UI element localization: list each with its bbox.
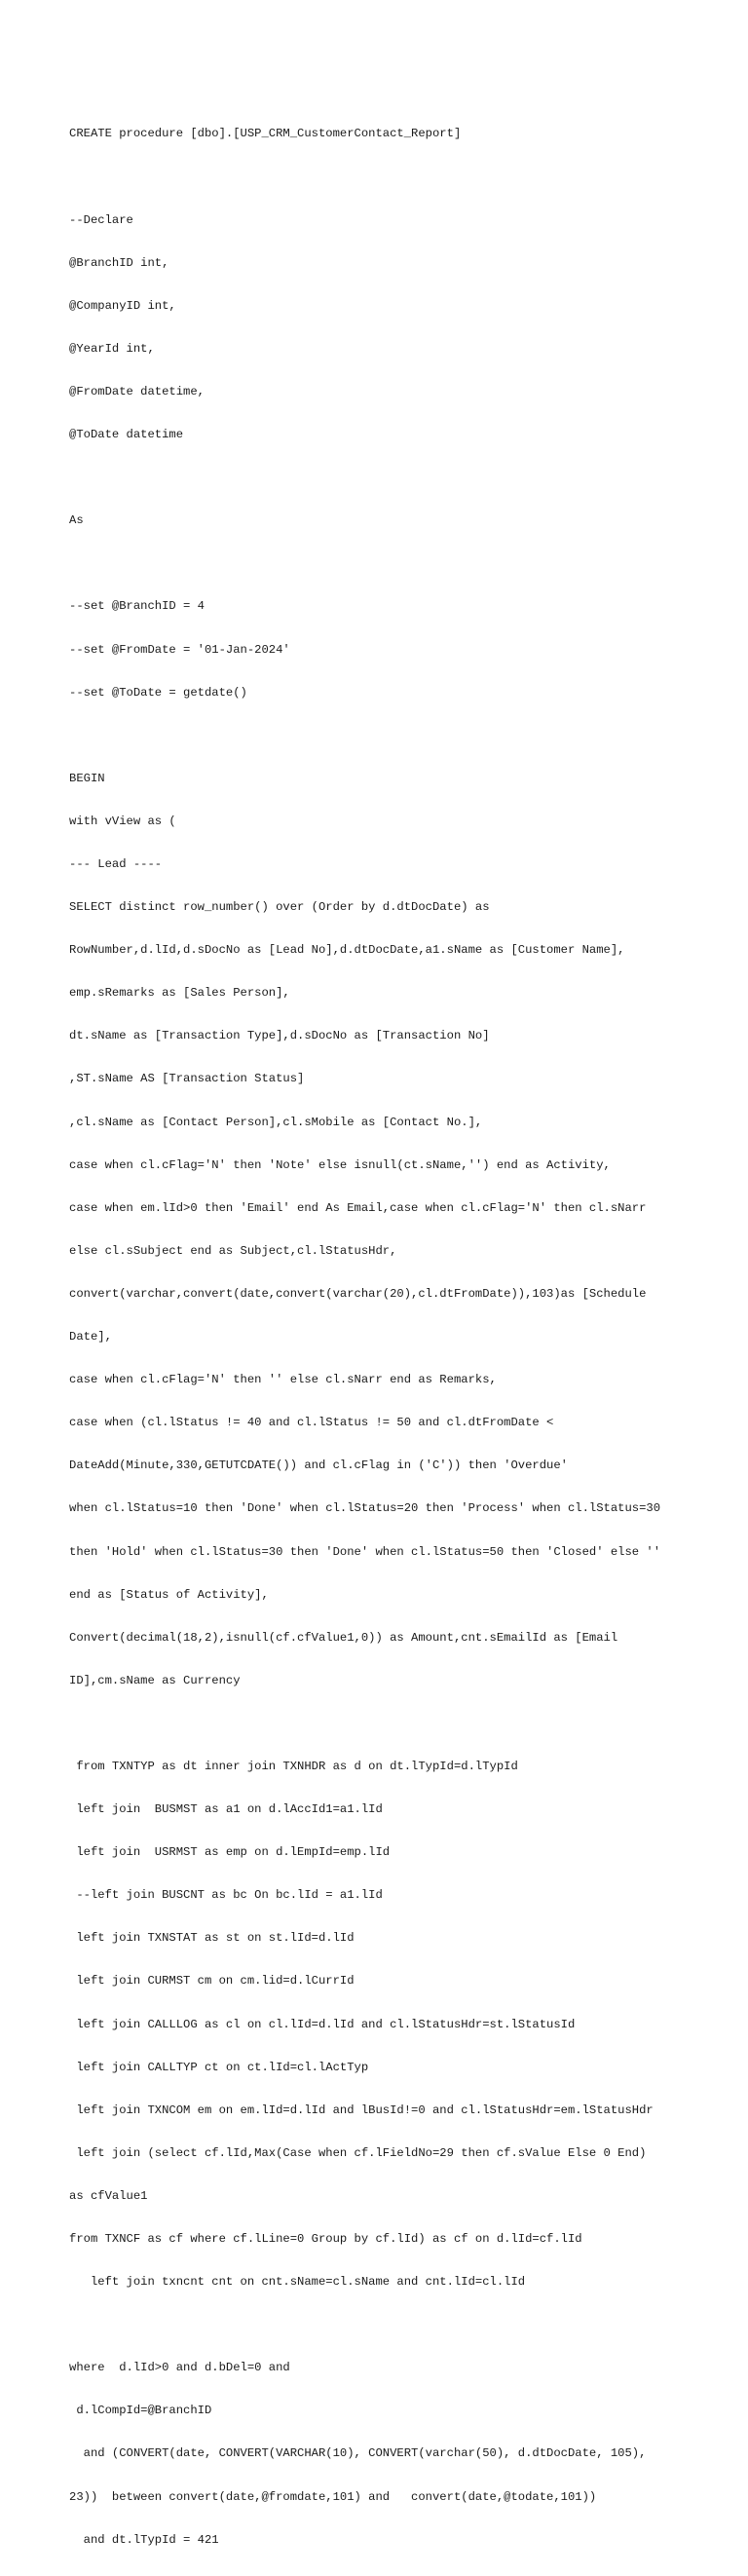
code-line: end as [Status of Activity], — [69, 1587, 269, 1602]
code-line: Date], — [69, 1330, 112, 1345]
code-line: convert(varchar,convert(date,convert(varchar(20),cl.dtFromDate)),103)as [Schedule — [69, 1286, 647, 1301]
code-line: left join CALLLOG as cl on cl.lId=d.lId and cl.lStatusHdr=st.lStatusId — [69, 2017, 576, 2031]
code-line: dt.sName as [Transaction Type],d.sDocNo as [Transaction No] — [69, 1029, 490, 1043]
code-line: As — [69, 513, 84, 528]
code-line: with vView as ( — [69, 814, 176, 828]
code-line: left join BUSMST as a1 on d.lAccId1=a1.lId — [69, 1802, 383, 1817]
code-line: --left join BUSCNT as bc On bc.lId = a1.lId — [69, 1888, 383, 1903]
code-line: case when cl.cFlag='N' then 'Note' else isnull(ct.sName,'') end as Activity, — [69, 1157, 611, 1172]
code-line: and dt.lTypId = 421 — [69, 2532, 219, 2547]
code-line: from TXNTYP as dt inner join TXNHDR as d on dt.lTypId=d.lTypId — [69, 1759, 518, 1773]
code-line: @BranchID int, — [69, 255, 169, 270]
code-line: Convert(decimal(18,2),isnull(cf.cfValue1,0)) as Amount,cnt.sEmailId as [Email — [69, 1630, 618, 1645]
code-line: --- Lead ---- — [69, 857, 163, 871]
code-line: DateAdd(Minute,330,GETUTCDATE()) and cl.cFlag in ('C')) then 'Overdue' — [69, 1458, 568, 1473]
code-line: --set @BranchID = 4 — [69, 599, 205, 614]
code-line — [69, 1717, 702, 1731]
code-line: ID],cm.sName as Currency — [69, 1673, 241, 1687]
code-line — [69, 471, 702, 485]
code-line: left join CURMST cm on cm.lid=d.lCurrId — [69, 1974, 355, 1989]
code-line: RowNumber,d.lId,d.sDocNo as [Lead No],d.dtDocDate,a1.sName as [Customer Name], — [69, 943, 625, 958]
code-line: when cl.lStatus=10 then 'Done' when cl.lStatus=20 then 'Process' when cl.lStatus=30 — [69, 1501, 661, 1516]
code-line — [69, 729, 702, 743]
code-line: as cfValue1 — [69, 2188, 148, 2203]
code-line: left join USRMST as emp on d.lEmpId=emp.lId — [69, 1845, 391, 1860]
code-line: @FromDate datetime, — [69, 384, 205, 398]
code-line: ,cl.sName as [Contact Person],cl.sMobile as [Contact No.], — [69, 1115, 483, 1129]
code-line: emp.sRemarks as [Sales Person], — [69, 986, 290, 1001]
code-line: left join (select cf.lId,Max(Case when cf.lFieldNo=29 then cf.sValue Else 0 End) — [69, 2145, 647, 2160]
code-line: left join TXNCOM em on em.lId=d.lId and lBusId!=0 and cl.lStatusHdr=em.lStatusHdr — [69, 2102, 654, 2117]
code-line: BEGIN — [69, 771, 105, 785]
code-line: and (CONVERT(date, CONVERT(VARCHAR(10), CONVERT(varchar(50), d.dtDocDate, 105), — [69, 2446, 647, 2461]
code-line: where d.lId>0 and d.bDel=0 and — [69, 2361, 290, 2375]
code-line: left join CALLTYP ct on ct.lId=cl.lActTyp — [69, 2060, 369, 2074]
code-line: --set @ToDate = getdate() — [69, 685, 247, 700]
code-line: @ToDate datetime — [69, 428, 184, 442]
code-line: @CompanyID int, — [69, 298, 176, 313]
code-line: --Declare — [69, 212, 133, 227]
code-line: CREATE procedure [dbo].[USP_CRM_CustomerContact_Report] — [69, 127, 462, 141]
code-line: 23)) between convert(date,@fromdate,101) and convert(date,@todate,101)) — [69, 2489, 597, 2504]
code-line: --set @FromDate = '01-Jan-2024' — [69, 642, 290, 657]
code-line: case when (cl.lStatus != 40 and cl.lStatus != 50 and cl.dtFromDate < — [69, 1416, 554, 1430]
code-line: @YearId int, — [69, 341, 155, 356]
code-line: left join TXNSTAT as st on st.lId=d.lId — [69, 1931, 355, 1946]
code-line: then 'Hold' when cl.lStatus=30 then 'Done' when cl.lStatus=50 then 'Closed' else '' — [69, 1544, 661, 1559]
code-line: SELECT distinct row_number() over (Order by d.dtDocDate) as — [69, 900, 490, 915]
code-line: case when em.lId>0 then 'Email' end As Email,case when cl.cFlag='N' then cl.sNarr — [69, 1200, 647, 1215]
code-line: case when cl.cFlag='N' then '' else cl.sNarr end as Remarks, — [69, 1373, 497, 1387]
code-line: else cl.sSubject end as Subject,cl.lStatusHdr, — [69, 1243, 397, 1258]
code-line: from TXNCF as cf where cf.lLine=0 Group by cf.lId) as cf on d.lId=cf.lId — [69, 2232, 582, 2246]
code-line — [69, 2318, 702, 2332]
code-line — [69, 170, 702, 185]
code-line: d.lCompId=@BranchID — [69, 2404, 212, 2418]
code-line: left join txncnt cnt on cnt.sName=cl.sName and cnt.lId=cl.lId — [69, 2275, 526, 2290]
sql-code-block — [69, 98, 702, 2576]
code-line: ,ST.sName AS [Transaction Status] — [69, 1072, 305, 1086]
code-line — [69, 556, 702, 571]
